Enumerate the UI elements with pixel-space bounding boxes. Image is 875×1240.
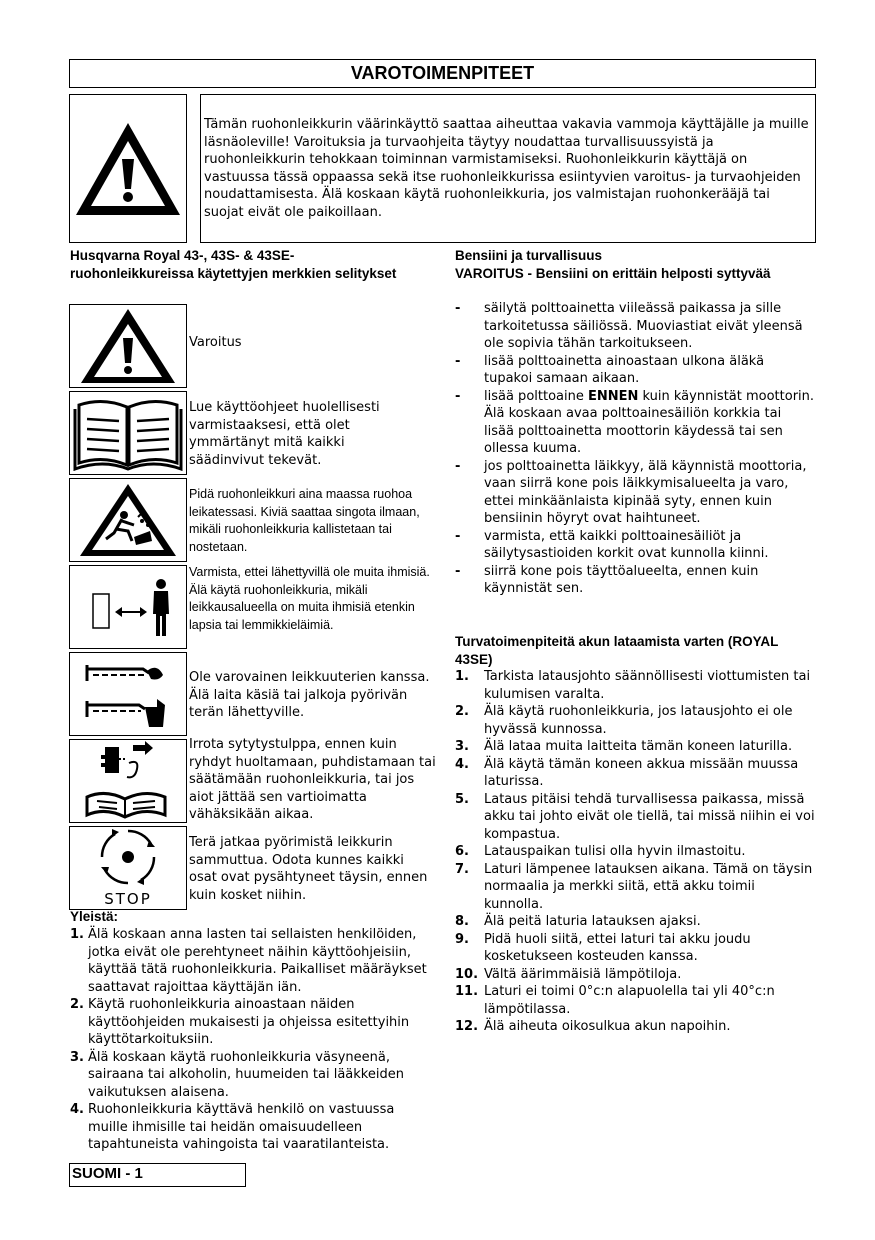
- general-heading: Yleistä:: [70, 909, 119, 924]
- list-item: 3. Älä lataa muita laitteita tämän koneen laturilla.: [455, 739, 793, 754]
- symbol-thrown-objects: [69, 478, 187, 562]
- spark-plug-manual-icon: [73, 741, 183, 821]
- symbol-blade-stop-text: Terä jatkaa pyörimistä leikkurin sammuttua. Odota kunnes kaikki osat ovat pysähtyneet täysin, ennen kuin kosket niihin.: [189, 835, 428, 903]
- list-item: 10. Vältä äärimmäisiä lämpötiloja.: [455, 966, 682, 982]
- list-item: 4. Älä käytä tämän koneen akkua missään muussa laturissa.: [455, 756, 799, 789]
- stop-label: STOP: [104, 890, 152, 908]
- page-footer: SUOMI - 1: [69, 1163, 246, 1187]
- symbols-heading: Husqvarna Royal 43-, 43S- & 43SE-ruohonleikkureissa käytettyjen merkkien selitykset: [70, 248, 397, 281]
- list-item: 1. Älä koskaan anna lasten tai sellaisten henkilöiden, jotka eivät ole perehtyneet näihin käyttöohjeisiin, käyttää tätä ruohonleikkuria. Paikalliset määräykset saattavat rajoittaa käyttäjän iän.: [70, 927, 427, 995]
- list-item: - lisää polttoaine ENNEN kuin käynnistät moottorin. Älä koskaan avaa polttoainesäiliön korkkia tai lisää polttoainetta moottorin käydessä tai sen ollessa kuuma.: [455, 388, 815, 456]
- symbol-manual: [69, 391, 187, 475]
- list-item: - säilytä polttoainetta viileässä paikassa ja sille tarkoitetussa säiliössä. Muoviastiat eivät yleensä ole sopivia tähän tarkoitukseen.: [455, 301, 803, 351]
- list-item: - siirrä kone pois täyttöalueelta, ennen kuin käynnistät sen.: [455, 563, 759, 596]
- symbol-blade-hazard: [69, 652, 187, 736]
- blade-hazard-icon: [73, 655, 183, 733]
- list-item: 6. Latauspaikan tulisi olla hyvin ilmastoitu.: [455, 844, 746, 859]
- list-item: 3. Älä koskaan käytä ruohonleikkuria väsyneenä, sairaana tai alkoholin, huumeiden tai lääkkeiden vaikutuksen alaisena.: [70, 1049, 404, 1100]
- list-item: 2. Älä käytä ruohonleikkuria, jos latausjohto ei ole hyvässä kunnossa.: [455, 704, 793, 737]
- list-item: 1. Tarkista latausjohto säännöllisesti viottumisten tai kulumisen varalta.: [455, 669, 811, 702]
- list-item: 8. Älä peitä laturia latauksen ajaksi.: [455, 914, 701, 929]
- symbol-spark-plug-text: Irrota sytytystulppa, ennen kuin ryhdyt huoltamaan, puhdistamaan tai säätämään ruohonleikkuria, tai jos aiot jättää sen vartioimatta vähäksikään aikaa.: [189, 737, 436, 822]
- main-warning-box: [69, 94, 187, 243]
- fuel-warning: VAROITUS - Bensiini on erittäin helposti syttyvää: [455, 266, 771, 281]
- list-item: 7. Laturi lämpenee latauksen aikana. Tämä on täysin normaalia ja merkki siitä, että akku toimii kunnolla.: [455, 861, 813, 912]
- symbol-warning-text: Varoitus: [189, 335, 242, 350]
- symbol-keep-distance: [69, 565, 187, 649]
- list-item: 12. Älä aiheuta oikosulkua akun napoihin.: [455, 1019, 731, 1034]
- battery-list: [455, 668, 815, 1036]
- list-item: 2. Käytä ruohonleikkuria ainoastaan näiden käyttöohjeiden mukaisesti ja ohjeissa esitettyihin käyttötarkoituksiin.: [70, 997, 410, 1047]
- page-title: VAROTOIMENPITEET: [350, 63, 535, 83]
- list-item: 5. Lataus pitäisi tehdä turvallisessa paikassa, missä akku tai johto eivät ole tiellä, tai missä niihin ei voi kompastua.: [455, 791, 815, 842]
- battery-heading: Turvatoimenpiteitä akun lataamista varten (ROYAL 43SE): [455, 634, 779, 667]
- list-item: - lisää polttoainetta ainoastaan ulkona äläkä tupakoi samaan aikaan.: [455, 353, 765, 386]
- list-item: - jos polttoainetta läikkyy, älä käynnistä moottoria, vaan siirrä kone pois läikkymisalueelta ja varo, ettei minkäänlaista kipinää syty, ennen kuin bensiinin höyryt ovat haihtuneet.: [455, 458, 807, 526]
- fuel-heading: Bensiini ja turvallisuus: [455, 248, 603, 263]
- list-item: 4. Ruohonleikkuria käyttävä henkilö on vastuussa muille ihmisille tai heidän omaisuudelleen tapahtuneista vahingoista tai vaaratilanteista.: [70, 1102, 395, 1152]
- symbol-manual-text: Lue käyttöohjeet huolellisesti varmistaaksesi, että olet ymmärtänyt mitä kaikki säädinvivut tekevät.: [189, 400, 380, 468]
- list-item: 11. Laturi ei toimi 0°c:n alapuolella tai yli 40°c:n lämpötilassa.: [455, 984, 775, 1017]
- keep-distance-icon: [73, 570, 183, 644]
- warning-triangle-icon: [72, 119, 184, 219]
- page-title-box: [69, 59, 816, 88]
- fuel-list: [455, 300, 815, 598]
- open-manual-icon: [73, 395, 183, 471]
- list-item: - varmista, että kaikki polttoainesäiliöt ja säilytysastioiden korkit ovat kunnolla kiinni.: [455, 528, 769, 561]
- list-item: 9. Pidä huoli siitä, ettei laturi tai akku joudu kosketukseen kosteuden kanssa.: [455, 931, 751, 964]
- symbol-spark-plug: [69, 739, 187, 823]
- symbol-keep-distance-text: Varmista, ettei lähettyvillä ole muita ihmisiä. Älä käytä ruohonleikkuria, mikäli leikkausalueella on muita ihmisiä etenkin lapsia tai lemmikkieläimiä.: [189, 565, 430, 632]
- warning-triangle-icon: [78, 307, 178, 385]
- thrown-objects-icon: [76, 481, 180, 559]
- symbol-thrown-objects-text: Pidä ruohonleikkuri aina maassa ruohoa leikatessasi. Kiviä saattaa singota ilmaan, mikäli ruohonleikkuria kallistetaan tai nostetaan.: [189, 487, 420, 554]
- symbol-blade-stop: [69, 826, 187, 910]
- blade-stop-icon: [73, 827, 183, 909]
- symbol-blade-hazard-text: Ole varovainen leikkuuterien kanssa. Älä laita käsiä tai jalkoja pyörivän terän lähettyville.: [189, 670, 430, 720]
- symbol-warning: [69, 304, 187, 388]
- intro-warning-text: Tämän ruohonleikkurin väärinkäyttö saattaa aiheuttaa vakavia vammoja käyttäjälle ja muille läsnäoleville! Varoituksia ja turvaohjeita täytyy noudattaa turvallisuussyistä ja ruohonleikkurin tehokkaan toiminnan varmistamiseksi. Ruohonleikkurin käyttäjä on vastuussa tässä oppaassa sekä itse ruohonleikkurissa esiintyvien varoitus- ja turvaohjeiden noudattamisesta. Älä koskaan käytä ruohonleikkuria, jos valmistajan ruohonkerääjä tai suojat eivät ole paikoillaan.: [200, 94, 816, 243]
- general-list: [70, 926, 430, 1154]
